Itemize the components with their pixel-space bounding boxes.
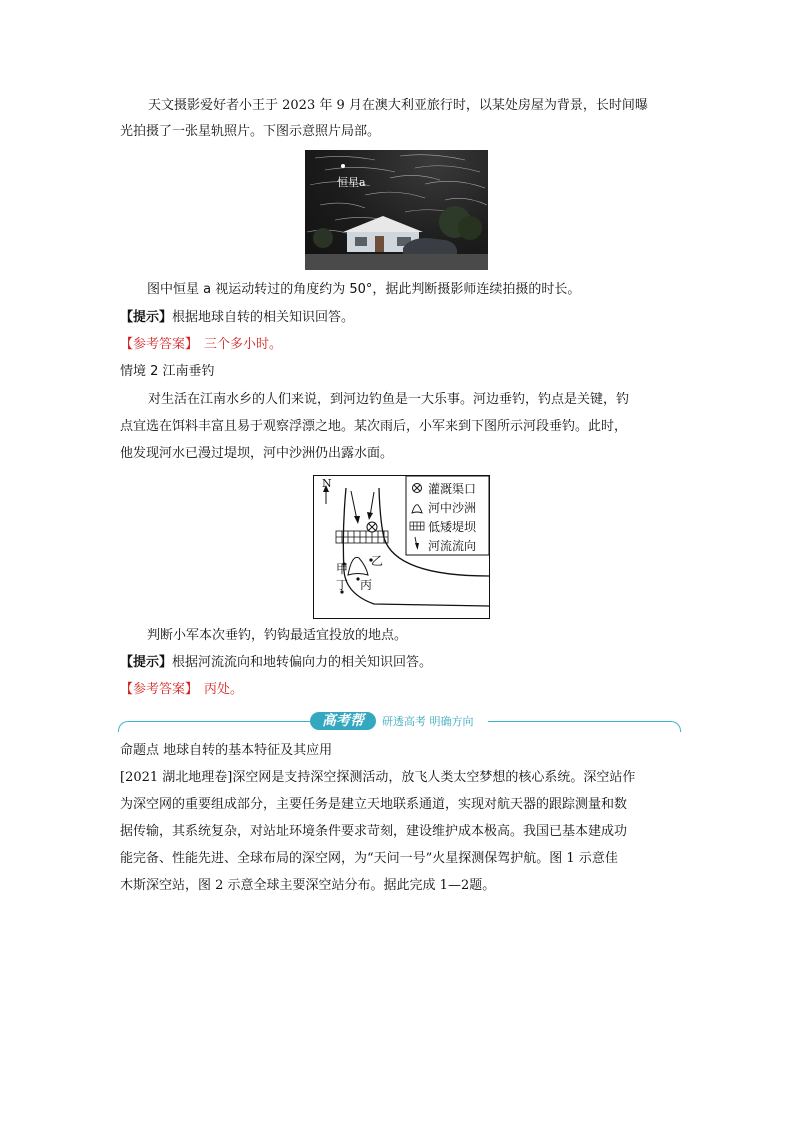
point-ding: 丁 [336,578,349,592]
legend-dam: 低矮堤坝 [428,520,477,534]
hint-text: 根据河流流向和地转偏向力的相关知识回答。 [172,655,433,670]
scene2-line3: 他发现河水已漫过堤坝，河中沙洲仍出露水面。 [120,446,394,461]
north-label: N [322,477,332,490]
banner-slogan: 研透高考 明确方向 [382,715,474,728]
point-yi: 乙 [371,554,384,568]
legend-list [428,480,476,556]
point-bing: 丙 [360,578,373,592]
scene1-intro-line2: 光拍摄了一张星轨照片。下图示意照片局部。 [120,124,381,139]
answer-tag: 【参考答案】 [120,337,199,352]
star-a-label: 恒星a [337,176,366,189]
answer-text: 三个多小时。 [204,337,283,352]
topic-line3: 据传输，其系统复杂，对站址环境条件要求苛刻，建设维护成本极高。我国已基本建成功 [120,824,628,839]
hint-tag: 【提示】 [120,310,173,325]
banner-line-left [128,721,310,722]
scene2-hint [120,650,432,676]
topic-line4: 能完备、性能先进、全球布局的深空网，为“天问一号”火星探测保驾护航。图 1 示意佳 [120,851,618,866]
scene1-hint [120,305,354,331]
point-jia: 甲 [336,562,349,576]
river-map [313,475,490,619]
legend-canal: 灌溉渠口 [428,482,477,496]
star-a-marker [341,164,345,168]
scene2-line2: 点宜选在饵料丰富且易于观察浮漂之地。某次雨后，小军来到下图所示河段垂钓。此时， [120,419,628,434]
banner-line-right [488,721,670,722]
scene2-title: 情境 2 江南垂钓 [120,364,215,379]
legend-flow: 河流流向 [428,539,477,553]
star-trail-photo [305,150,488,270]
hint-tag: 【提示】 [120,655,173,670]
scene1-answer [120,332,282,358]
scene1-question: 图中恒星 a 视运动转过的角度约为 50°，据此判断摄影师连续拍摄的时长。 [147,282,581,297]
star-trail-graphic [305,150,488,270]
scene2-question: 判断小军本次垂钓，钓钩最适宜投放的地点。 [147,628,408,643]
banner-curl-right [670,721,681,732]
scene1-intro-line1: 天文摄影爱好者小王于 2023 年 9 月在澳大利亚旅行时，以某处房屋为背景，长时间曝 [148,98,648,113]
hint-text: 根据地球自转的相关知识回答。 [172,310,355,325]
scene2-answer [120,677,243,703]
banner-curl-left [118,721,129,732]
topic-line2: 为深空网的重要组成部分，主要任务是建立天地联系通道，实现对航天器的跟踪测量和数 [120,797,628,812]
answer-text: 丙处。 [204,682,244,697]
topic-line1: [2021 湖北地理卷]深空网是支持深空探测活动，放飞人类太空梦想的核心系统。深空站作 [120,770,636,785]
answer-tag: 【参考答案】 [120,682,199,697]
topic-title: 命题点 地球自转的基本特征及其应用 [120,743,333,758]
gaokaobang-badge: 高考帮 [310,712,376,730]
topic-line5: 木斯深空站，图 2 示意全球主要深空站分布。据此完成 1—2题。 [120,878,496,893]
scene2-line1: 对生活在江南水乡的人们来说，到河边钓鱼是一大乐事。河边垂钓，钓点是关键，钓 [148,392,630,407]
legend-sandbar: 河中沙洲 [428,501,477,515]
